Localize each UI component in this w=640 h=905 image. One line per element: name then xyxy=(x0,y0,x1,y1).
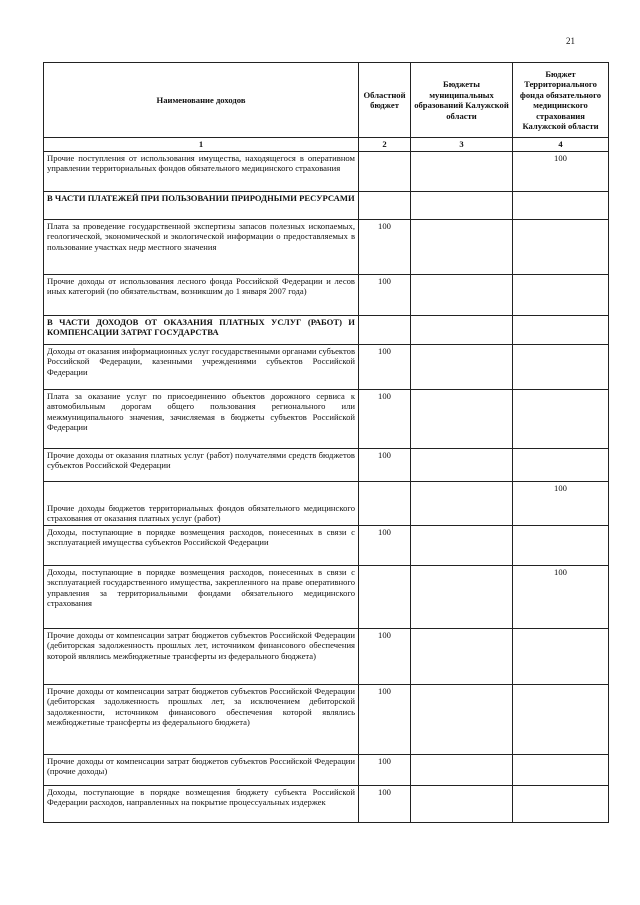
municipal-value xyxy=(411,448,513,481)
section-title: В ЧАСТИ ДОХОДОВ ОТ ОКАЗАНИЯ ПЛАТНЫХ УСЛУГ (РАБОТ) И КОМПЕНСАЦИИ ЗАТРАТ ГОСУДАРСТВА xyxy=(44,315,359,344)
table-row xyxy=(44,684,609,754)
table-row xyxy=(44,344,609,389)
regional-value: 100 xyxy=(359,274,411,315)
municipal-value xyxy=(411,754,513,785)
revenue-name: Доходы, поступающие в порядке возмещения расходов, понесенных в связи с эксплуатацией имущества субъектов Российской Федерации xyxy=(44,525,359,565)
oms-fund-value xyxy=(513,525,609,565)
municipal-value xyxy=(411,481,513,525)
oms-fund-value xyxy=(513,628,609,684)
oms-fund-value xyxy=(513,191,609,219)
oms-fund-value xyxy=(513,274,609,315)
municipal-value xyxy=(411,389,513,448)
municipal-value xyxy=(411,565,513,628)
column-number: 4 xyxy=(513,138,609,152)
table-row xyxy=(44,525,609,565)
column-number: 3 xyxy=(411,138,513,152)
revenue-distribution-table xyxy=(43,62,609,823)
page-number: 21 xyxy=(566,36,575,46)
revenue-name: Прочие поступления от использования имущества, находящегося в оперативном управлении территориальных фондов обязательного медицинского страхования xyxy=(44,151,359,191)
header-oms-fund-budget: Бюджет Территориального фонда обязательного медицинского страхования Калужской области xyxy=(513,63,609,138)
table-row xyxy=(44,448,609,481)
table-row xyxy=(44,389,609,448)
regional-value: 100 xyxy=(359,754,411,785)
revenue-name: Прочие доходы от использования лесного фонда Российской Федерации и лесов иных категорий (по обязательствам, возникшим до 1 января 2007 года) xyxy=(44,274,359,315)
header-revenue-name: Наименование доходов xyxy=(44,63,359,138)
revenue-name: Доходы от оказания информационных услуг государственными органами субъектов Российской Федерации, казенными учреждениями субъектов Российской Федерации xyxy=(44,344,359,389)
header-row xyxy=(44,63,609,138)
oms-fund-value: 100 xyxy=(513,481,609,525)
revenue-name: Прочие доходы бюджетов территориальных фондов обязательного медицинского страхования от оказания платных услуг (работ) xyxy=(44,481,359,525)
regional-value: 100 xyxy=(359,525,411,565)
regional-value xyxy=(359,481,411,525)
section-title: В ЧАСТИ ПЛАТЕЖЕЙ ПРИ ПОЛЬЗОВАНИИ ПРИРОДНЫМИ РЕСУРСАМИ xyxy=(44,191,359,219)
oms-fund-value: 100 xyxy=(513,151,609,191)
municipal-value xyxy=(411,151,513,191)
table-row xyxy=(44,754,609,785)
municipal-value xyxy=(411,191,513,219)
municipal-value xyxy=(411,344,513,389)
table-row xyxy=(44,274,609,315)
regional-value xyxy=(359,315,411,344)
table-row xyxy=(44,151,609,191)
table-row xyxy=(44,481,609,525)
regional-value: 100 xyxy=(359,344,411,389)
regional-value: 100 xyxy=(359,785,411,822)
municipal-value xyxy=(411,525,513,565)
municipal-value xyxy=(411,628,513,684)
oms-fund-value: 100 xyxy=(513,565,609,628)
revenue-name: Доходы, поступающие в порядке возмещения расходов, понесенных в связи с эксплуатацией государственного имущества, закрепленного на праве оперативного управления за территориальными фондами обязательного медицинского страхования xyxy=(44,565,359,628)
municipal-value xyxy=(411,219,513,274)
regional-value xyxy=(359,565,411,628)
oms-fund-value xyxy=(513,315,609,344)
column-number: 1 xyxy=(44,138,359,152)
municipal-value xyxy=(411,315,513,344)
revenue-name: Прочие доходы от компенсации затрат бюджетов субъектов Российской Федерации (прочие доходы) xyxy=(44,754,359,785)
table-row xyxy=(44,785,609,822)
table-row xyxy=(44,219,609,274)
section-row xyxy=(44,315,609,344)
revenue-name: Прочие доходы от оказания платных услуг (работ) получателями средств бюджетов субъектов Российской Федерации xyxy=(44,448,359,481)
regional-value xyxy=(359,191,411,219)
revenue-name: Плата за оказание услуг по присоединению объектов дорожного сервиса к автомобильным дорогам общего пользования регионального или межмуниципального значения, зачисляемая в бюджеты субъектов Российской Федерации xyxy=(44,389,359,448)
oms-fund-value xyxy=(513,785,609,822)
regional-value: 100 xyxy=(359,448,411,481)
header-regional-budget: Областной бюджет xyxy=(359,63,411,138)
revenue-name: Доходы, поступающие в порядке возмещения бюджету субъекта Российской Федерации расходов, направленных на покрытие процессуальных издержек xyxy=(44,785,359,822)
regional-value: 100 xyxy=(359,684,411,754)
section-row xyxy=(44,191,609,219)
regional-value: 100 xyxy=(359,219,411,274)
table-row xyxy=(44,565,609,628)
oms-fund-value xyxy=(513,344,609,389)
revenue-name: Прочие доходы от компенсации затрат бюджетов субъектов Российской Федерации (дебиторская задолженность прошлых лет, за исключением дебиторской задолженности, источником финансового обеспечения которой являлись межбюджетные трансферты из федерального бюджета) xyxy=(44,684,359,754)
column-number-row xyxy=(44,138,609,152)
oms-fund-value xyxy=(513,389,609,448)
oms-fund-value xyxy=(513,754,609,785)
revenue-name: Плата за проведение государственной экспертизы запасов полезных ископаемых, геологической, экономической и экологической информации о предоставляемых в пользование участках недр местного значения xyxy=(44,219,359,274)
regional-value: 100 xyxy=(359,389,411,448)
oms-fund-value xyxy=(513,684,609,754)
municipal-value xyxy=(411,274,513,315)
oms-fund-value xyxy=(513,448,609,481)
regional-value xyxy=(359,151,411,191)
municipal-value xyxy=(411,785,513,822)
municipal-value xyxy=(411,684,513,754)
oms-fund-value xyxy=(513,219,609,274)
header-municipal-budgets: Бюджеты муниципальных образований Калужской области xyxy=(411,63,513,138)
regional-value: 100 xyxy=(359,628,411,684)
column-number: 2 xyxy=(359,138,411,152)
revenue-name: Прочие доходы от компенсации затрат бюджетов субъектов Российской Федерации (дебиторская задолженность прошлых лет, источником финансового обеспечения которой являлись межбюджетные трансферты из федерального бюджета) xyxy=(44,628,359,684)
table-row xyxy=(44,628,609,684)
